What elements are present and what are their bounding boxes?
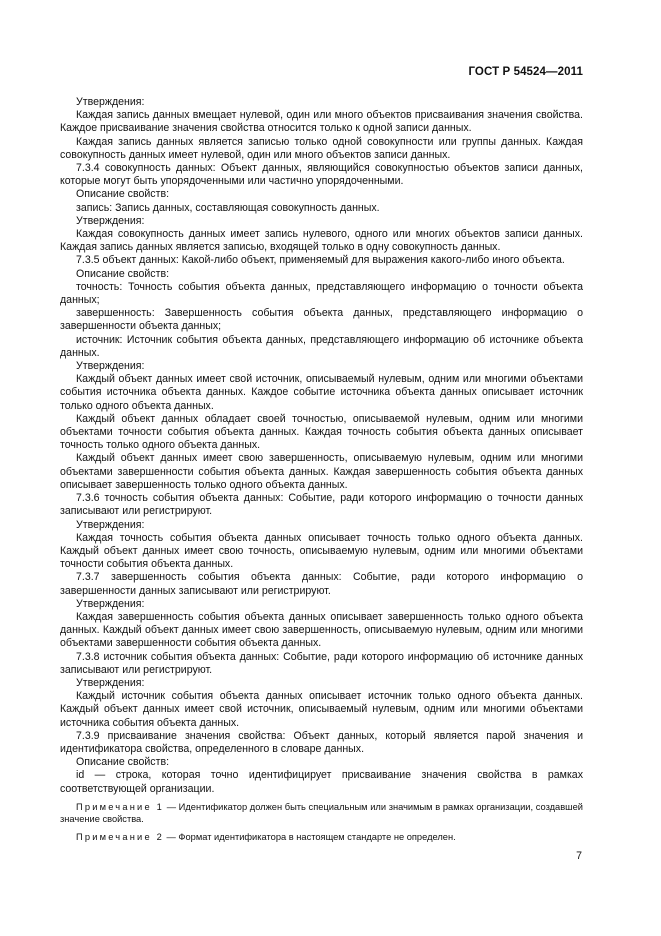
paragraph: Утверждения: — [76, 214, 145, 227]
paragraph: Каждая совокупность данных имеет запись нулевого, одного или многих объектов записи данных. Каждая запись данных является записью, входящей только в одну совокупность данных. — [60, 228, 583, 254]
note-label: Примечание 2 — [76, 831, 164, 842]
paragraph: Утверждения: — [76, 676, 145, 689]
paragraph: Утверждения: — [76, 360, 145, 373]
paragraph: Каждая завершенность события объекта данных описывает завершенность только одного объекта данных. Каждый объект данных имеет свою завершенность, описываемую нулевым, одним или многими объектами завершенности события объекта данных. — [60, 610, 583, 650]
paragraph: Утверждения: — [76, 597, 145, 610]
paragraph: источник: Источник события объекта данных, представляющего информацию об источнике объекта данных. — [60, 333, 583, 359]
note-text: — Идентификатор должен быть специальным или значимым в рамках организации, создавшей значение свойства. — [60, 801, 583, 825]
paragraph: Каждая запись данных вмещает нулевой, один или много объектов присваивания значения свойства. Каждое присваивание значения свойства относится только к одной записи данных. — [60, 109, 583, 135]
paragraph: Каждый объект данных имеет свою завершенность, описываемую нулевым, одним или многими объектами завершенности события объекта данных. Каждая завершенность события объекта данных описывает завершенность только одного объекта данных. — [60, 452, 583, 491]
paragraph: Каждый объект данных имеет свой источник, описываемый нулевым, одним или многими объектами события источника объекта данных. Каждое событие источника объекта данных описывает источник только одного объекта данных. — [60, 373, 583, 412]
paragraph: завершенность: Завершенность события объекта данных, представляющего информацию о завершенности объекта данных; — [60, 307, 583, 333]
paragraph: запись: Запись данных, составляющая совокупность данных. — [76, 201, 380, 214]
paragraph: Описание свойств: — [76, 756, 170, 769]
note-label: Примечание 1 — [76, 801, 165, 812]
paragraph: Утверждения: — [76, 96, 145, 108]
note-text: — Формат идентификатора в настоящем стандарте не определен. — [163, 831, 456, 842]
paragraph: Описание свойств: — [76, 267, 170, 280]
paragraph: 7.3.9 присваивание значения свойства: Объект данных, который является парой значения и идентификатора свойства, определенного в словаре данных. — [60, 729, 583, 755]
standard-header: ГОСТ Р 54524—2011 — [468, 66, 583, 78]
note-1 — [60, 801, 583, 826]
paragraph: 7.3.7 завершенность события объекта данных: Событие, ради которого информацию о завершенности данных записывают или регистрируют. — [60, 571, 583, 597]
paragraph: Каждый источник события объекта данных описывает источник только одного объекта данных. Каждый объект данных имеет свой источник, описываемый нулевым, одним или многими объектами источника события объекта данных. — [60, 690, 583, 729]
paragraph: Утверждения: — [76, 518, 145, 531]
paragraph: 7.3.6 точность события объекта данных: Событие, ради которого информацию о точности данных записывают или регистрируют. — [60, 492, 583, 518]
paragraph: Каждый объект данных обладает своей точностью, описываемой нулевым, одним или многими объектами точности события объекта данных. Каждая точность события объекта данных описывает точность только одного объекта данных. — [60, 412, 583, 452]
page-number: 7 — [576, 850, 582, 862]
body-text — [60, 96, 583, 843]
note-2 — [60, 831, 583, 844]
paragraph: id — строка, которая точно идентифицирует присваивание значения свойства в рамках соответствующей организации. — [60, 769, 583, 795]
paragraph: Каждая запись данных является записью только одной совокупности или группы данных. Каждая совокупность данных имеет нулевой, один или много объектов записи данных. — [60, 135, 583, 161]
paragraph: Каждая точность события объекта данных описывает точность только одного объекта данных. Каждый объект данных имеет свою точность, описываемую нулевым, одним или многими объектами точности события объекта данных. — [60, 531, 583, 571]
paragraph: Описание свойств: — [76, 188, 170, 201]
paragraph: 7.3.4 совокупность данных: Объект данных, являющийся совокупностью объектов записи данных, которые могут быть упорядоченными или частично упорядоченными. — [60, 162, 583, 188]
paragraph: 7.3.8 источник события объекта данных: Событие, ради которого информацию об источнике данных записывают или регистрируют. — [60, 650, 583, 676]
paragraph: точность: Точность события объекта данных, представляющего информацию о точности объекта данных; — [60, 280, 583, 307]
paragraph: 7.3.5 объект данных: Какой-либо объект, применяемый для выражения какого-либо иного объекта. — [76, 254, 565, 267]
